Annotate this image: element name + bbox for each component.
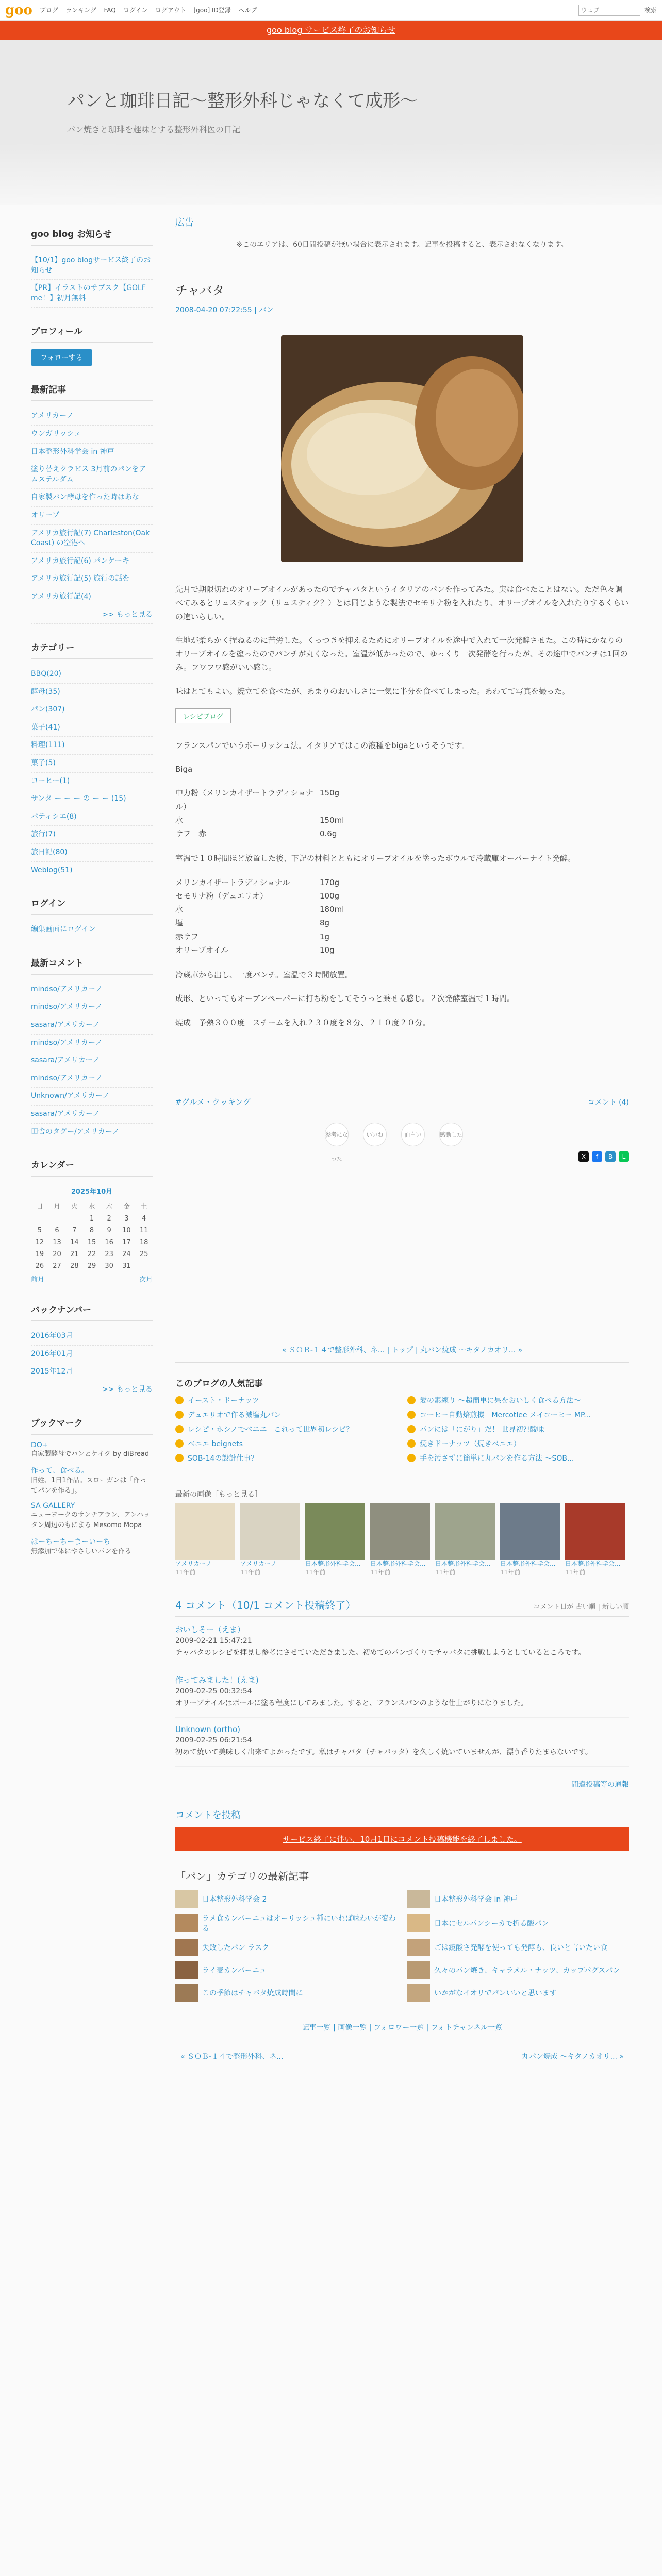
- item-thumb: [407, 1890, 430, 1908]
- crown-icon: [175, 1411, 184, 1419]
- weekday: 木: [106, 1203, 113, 1211]
- amount: 150g: [320, 788, 340, 798]
- category-item[interactable]: パティシエ(8): [31, 808, 153, 826]
- day: 20: [53, 1250, 61, 1259]
- day: [48, 1213, 66, 1225]
- ingredient: 塩: [175, 918, 184, 928]
- image-thumb[interactable]: [500, 1503, 560, 1577]
- thumb-caption[interactable]: 日本整形外科学会...: [305, 1560, 361, 1567]
- item-title[interactable]: 日本にセルパンシーカで折る酸パン: [434, 1919, 549, 1928]
- dough-recipe: [175, 876, 629, 957]
- post-title[interactable]: チャバタ: [175, 283, 225, 298]
- category-item[interactable]: コーヒー(1): [31, 773, 153, 791]
- backnumber-heading: バックナンバー: [31, 1302, 153, 1321]
- notice-box: [31, 227, 153, 308]
- category-latest-item[interactable]: [175, 1961, 397, 1979]
- category-latest-item[interactable]: [407, 1939, 629, 1956]
- day: 7: [72, 1227, 77, 1235]
- amount: 100g: [320, 891, 340, 901]
- weekday: 火: [71, 1203, 78, 1211]
- popular-item[interactable]: [407, 1424, 629, 1434]
- recipe-blog-badge[interactable]: レシピブログ: [175, 708, 231, 723]
- image-thumb[interactable]: [240, 1503, 300, 1577]
- backnumber-more[interactable]: >> もっと見る: [31, 1381, 153, 1399]
- popular-item[interactable]: [407, 1453, 629, 1463]
- day: 13: [53, 1239, 61, 1247]
- paragraph: 味はとてもよい。焼立てを食べたが、あまりのおいしさに一気に半分を食べてしまった。あわてて写真を撮った。: [175, 686, 570, 696]
- comment-author[interactable]: おいしそー（えま）: [175, 1625, 245, 1635]
- nav-blog[interactable]: ブログ: [39, 7, 58, 14]
- paragraph: 冷蔵庫から出し、一度パンチ。室温で３時間放置。: [175, 970, 353, 979]
- popular-title[interactable]: SOB-14の設計仕事？: [188, 1454, 258, 1463]
- main-content: [175, 215, 629, 2061]
- nav-id[interactable]: [goo] ID登録: [193, 7, 231, 14]
- category-latest-heading: 「パン」カテゴリの最新記事: [175, 1870, 309, 1883]
- report-link[interactable]: 間違投稿等の通報: [571, 1780, 629, 1789]
- category-latest-item[interactable]: [407, 1961, 629, 1979]
- popular-title[interactable]: 愛の素練り 〜超簡単に果をおいしく食べる方法〜: [420, 1396, 581, 1405]
- calendar-heading: カレンダー: [31, 1158, 153, 1177]
- thumb-image[interactable]: [435, 1503, 495, 1560]
- category-item[interactable]: サンタ ー ー ー の ー ー (15): [31, 790, 153, 808]
- comment-text: 初めて焼いて美味しく出来てよかったです。私はチャバタ（チャバッタ）を久しく焼いていませんが、漂う香りたまらないです。: [175, 1748, 592, 1756]
- category-latest-item[interactable]: [175, 1913, 397, 1934]
- login-heading: ログイン: [31, 896, 153, 915]
- comment-text: チャバタのレシピを拝見し参考にさせていただきました。初めてのパンづくりでチャバタに挑戦しようとしているところです。: [175, 1649, 586, 1657]
- thumb-age: 11年前: [500, 1569, 521, 1577]
- post-pager[interactable]: « ＳＯＢ-１４で整形外科、ネ... | トップ | 丸パン焼成 〜キタノカオリ... »: [175, 1337, 629, 1363]
- search-button[interactable]: 検索: [644, 7, 657, 14]
- comment-item[interactable]: mindso/アメリカーノ: [31, 998, 153, 1016]
- goo-logo[interactable]: goo: [5, 2, 32, 18]
- category-latest-list: [175, 1890, 629, 2002]
- day: 4: [141, 1215, 146, 1223]
- bookmark-desc: 自家製酵母でパンとケイク by diBread: [31, 1450, 150, 1458]
- day: 23: [105, 1250, 113, 1259]
- ad-heading: 広告: [175, 217, 194, 228]
- profile-heading: プロフィール: [31, 324, 153, 343]
- popular-title[interactable]: デュエリオで作る減塩丸パン: [188, 1411, 282, 1419]
- day: 29: [87, 1262, 96, 1270]
- day: 5: [37, 1227, 42, 1235]
- thumb-image[interactable]: [370, 1503, 430, 1560]
- item-thumb: [175, 1961, 198, 1979]
- popular-title[interactable]: 焼きドーナッツ（焼きベニエ）: [420, 1439, 521, 1448]
- item-title[interactable]: ごは鏡酸さ発酵を使っても発酵も、良いと言いたい食: [434, 1943, 607, 1952]
- amount: 180ml: [320, 905, 344, 914]
- top-nav: [40, 6, 262, 14]
- ingredient: 水: [175, 905, 184, 914]
- thumb-image[interactable]: [175, 1503, 235, 1560]
- day: 21: [70, 1250, 79, 1259]
- paragraph: 先月で期限切れのオリーブオイルがあったのでチャバタというイタリアのパンを作ってみた。実は食べたことはない。ただ色々調べてみるとリュスティック（リュスティク？）とは同じような製法でセモリナ粉を入れたり、オリーブオイルを入れたりするくらいの違いらしい。: [175, 585, 629, 621]
- popular-title[interactable]: 手を汚さずに簡単に丸パンを作る方法 〜SOB...: [420, 1454, 574, 1463]
- category-item[interactable]: 菓子(5): [31, 755, 153, 773]
- line-share-icon[interactable]: L: [619, 1151, 629, 1162]
- calendar-prev[interactable]: 前月: [31, 1276, 45, 1284]
- amount: 0.6g: [320, 829, 337, 838]
- day: 17: [122, 1239, 131, 1247]
- day: 16: [105, 1239, 113, 1247]
- day: 25: [139, 1250, 148, 1259]
- popular-title[interactable]: パンには「にがり」だ！ 世界初?!酸味: [420, 1425, 544, 1434]
- notice-text[interactable]: goo blog サービス終了のお知らせ: [267, 25, 395, 35]
- post-comment-heading: コメントを投稿: [175, 1809, 240, 1821]
- bookmark-title[interactable]: SA GALLERY: [31, 1502, 75, 1511]
- ingredient: メリンカイザートラディショナル: [175, 877, 290, 887]
- comment-author[interactable]: 作ってみました！(えま): [175, 1675, 259, 1685]
- day: 1: [89, 1215, 94, 1223]
- bookmark-desc: 旧姓、1日1作品。スローガンは「作ってパンを作る」。: [31, 1477, 147, 1495]
- recent-item[interactable]: オリーブ: [31, 507, 153, 525]
- notice-heading: goo blog お知らせ: [31, 227, 153, 246]
- nav-ranking[interactable]: ランキング: [65, 7, 96, 14]
- comments-heading: 最新コメント: [31, 956, 153, 975]
- crown-icon: [175, 1439, 184, 1448]
- crown-icon: [175, 1425, 184, 1433]
- bookmark-desc: 無添加で体にやさしいパンを作る: [31, 1548, 132, 1556]
- amount: 170g: [320, 877, 340, 887]
- day: 10: [122, 1227, 131, 1235]
- item-title[interactable]: ラメ食カンパーニュはオーリッシュ種にいれば味わいが変わる: [202, 1914, 396, 1933]
- category-latest-item[interactable]: [407, 1984, 629, 2002]
- bookmark-desc: ニューヨークのサンチアラン、アンハッタン周辺のもにまる Mesomo Mopa: [31, 1511, 150, 1529]
- comment-text: オリーブオイルはボールに塗る程度にしてみました。すると、フランスパンのような仕上がりになりました。: [175, 1699, 528, 1708]
- item-thumb: [407, 1914, 430, 1932]
- day: 24: [122, 1250, 131, 1259]
- facebook-share-icon[interactable]: f: [592, 1151, 602, 1162]
- notice-item[interactable]: 【10/1】goo blogサービス終了のお知らせ: [31, 252, 153, 280]
- popular-item[interactable]: [175, 1438, 397, 1449]
- recent-more-link[interactable]: >> もっと見る: [31, 606, 153, 624]
- item-title[interactable]: いかがなイオリでパンいいと思います: [434, 1989, 557, 1997]
- comments-title: 4 コメント（10/1 コメント投稿終了）: [175, 1599, 356, 1612]
- category-item[interactable]: Weblog(51): [31, 862, 153, 880]
- day: 19: [35, 1250, 44, 1259]
- crown-icon: [175, 1396, 184, 1404]
- image-thumb[interactable]: [305, 1503, 365, 1577]
- category-latest-item[interactable]: [407, 1890, 629, 1908]
- reaction-button[interactable]: 面白い: [401, 1123, 425, 1146]
- thumb-image[interactable]: [500, 1503, 560, 1560]
- thumb-caption[interactable]: アメリカーノ: [240, 1560, 277, 1567]
- popular-heading: このブログの人気記事: [175, 1378, 263, 1389]
- category-item[interactable]: 旅日記(80): [31, 844, 153, 862]
- category-item[interactable]: 酵母(35): [31, 684, 153, 702]
- popular-item[interactable]: [175, 1424, 397, 1434]
- bookmark-title[interactable]: DO+: [31, 1440, 48, 1449]
- reaction-button[interactable]: 感動した: [439, 1123, 463, 1146]
- ingredient: 中力粉（メリンカイザートラディショナル）: [175, 788, 314, 811]
- comments-heading: [175, 1597, 629, 1617]
- thumb-age: 11年前: [435, 1569, 456, 1577]
- day: 12: [35, 1239, 44, 1247]
- item-thumb: [175, 1914, 198, 1932]
- reaction-button[interactable]: 参考になった: [325, 1123, 349, 1146]
- category-item[interactable]: 旅行(7): [31, 826, 153, 844]
- nav-faq[interactable]: FAQ: [104, 7, 116, 14]
- popular-item[interactable]: [407, 1395, 629, 1405]
- nav-login[interactable]: ログイン: [123, 7, 148, 14]
- comment: [175, 1667, 629, 1718]
- paragraph: 室温で１０時間ほど放置した後、下記の材料とともにオリーブオイルを塗ったボウルで冷蔵庫オーバーナイト発酵。: [175, 854, 576, 863]
- category-latest-item[interactable]: [175, 1939, 397, 1956]
- amount: 10g: [320, 945, 335, 955]
- thumb-caption[interactable]: 日本整形外科学会...: [500, 1560, 556, 1567]
- share-buttons: [175, 1151, 629, 1162]
- crown-icon: [407, 1439, 416, 1448]
- popular-item[interactable]: [407, 1410, 629, 1420]
- thumb-age: 11年前: [175, 1569, 196, 1577]
- comment-item[interactable]: sasara/アメリカーノ: [31, 1052, 153, 1070]
- item-thumb: [407, 1939, 430, 1956]
- day: 14: [70, 1239, 79, 1247]
- comment-count-link[interactable]: コメント (4): [587, 1098, 629, 1107]
- bookmark-title[interactable]: はーちーちーまーいーち: [31, 1538, 110, 1547]
- calendar-box: [31, 1158, 153, 1286]
- day: 30: [105, 1262, 113, 1270]
- comment-item[interactable]: mindso/アメリカーノ: [31, 981, 153, 999]
- recent-item[interactable]: アメリカ旅行記(5) 旅行の話を: [31, 570, 153, 588]
- day: 3: [124, 1215, 129, 1223]
- popular-title[interactable]: コーヒー自動焙煎機 Mercotlee メイコーヒー MP...: [420, 1411, 591, 1419]
- ingredient: サフ 赤: [175, 829, 207, 838]
- search-input[interactable]: [578, 5, 640, 16]
- paragraph: フランスパンでいうポーリッシュ法。イタリアではこの液種をbigaというそうです。: [175, 740, 470, 750]
- item-thumb: [407, 1984, 430, 2002]
- recent-item[interactable]: アメリカーノ: [31, 408, 153, 426]
- item-title[interactable]: 失敗したパン ラスク: [202, 1943, 270, 1952]
- notice-item[interactable]: 【PR】イラストのサブスク【GOLF me！】初月無料: [31, 280, 153, 308]
- comment-closed-notice[interactable]: サービス終了に伴い、10月1日にコメント投稿機能を終了しました。: [175, 1827, 629, 1851]
- day: 9: [107, 1227, 111, 1235]
- calendar-next[interactable]: 次月: [139, 1276, 153, 1284]
- weekday: 土: [140, 1203, 147, 1211]
- bookmark-title[interactable]: 作って、食べる。: [31, 1467, 89, 1476]
- reaction-button[interactable]: いいね: [363, 1123, 387, 1146]
- biga-heading: Biga: [175, 765, 193, 774]
- crown-icon: [407, 1396, 416, 1404]
- thumb-age: 11年前: [565, 1569, 586, 1577]
- popular-title[interactable]: レシピ・ホシノでベニエ これって世界初レシピ？: [188, 1425, 354, 1434]
- image-thumb[interactable]: [370, 1503, 430, 1577]
- crown-icon: [175, 1454, 184, 1462]
- comment-date: 2009-02-25 06:21:54: [175, 1736, 252, 1744]
- popular-item[interactable]: [407, 1438, 629, 1449]
- top-bar: [0, 0, 662, 21]
- thumb-age: 11年前: [370, 1569, 391, 1577]
- day: 15: [87, 1239, 96, 1247]
- amount: 1g: [320, 931, 330, 941]
- item-title[interactable]: 日本整形外科学会 2: [202, 1895, 267, 1904]
- recent-heading: 最新記事: [31, 382, 153, 401]
- recent-item[interactable]: アメリカ旅行記(4): [31, 588, 153, 606]
- item-title[interactable]: 日本整形外科学会 in 神戸: [434, 1895, 518, 1904]
- item-title[interactable]: ライ麦カンパーニュ: [202, 1966, 267, 1975]
- biga-recipe: [175, 786, 629, 840]
- category-item[interactable]: パン(307): [31, 701, 153, 719]
- popular-item[interactable]: [175, 1395, 397, 1405]
- post-body: [175, 583, 629, 1029]
- popular-list: [175, 1395, 629, 1463]
- prev-post-link[interactable]: « ＳＯＢ-１４で整形外科、ネ...: [180, 2052, 284, 2061]
- popular-item[interactable]: [175, 1410, 397, 1420]
- category-item[interactable]: 料理(111): [31, 737, 153, 755]
- image-thumb[interactable]: [435, 1503, 495, 1577]
- ad-note: ※このエリアは、60日間投稿が無い場合に表示されます。記事を投稿すると、表示されなくなります。: [236, 241, 568, 249]
- item-thumb: [175, 1939, 198, 1956]
- image-thumb[interactable]: [565, 1503, 625, 1577]
- nav-help[interactable]: ヘルプ: [238, 7, 257, 14]
- crown-icon: [407, 1454, 416, 1462]
- recent-item[interactable]: 日本整形外科学会 in 神戸: [31, 444, 153, 462]
- comment-sort[interactable]: コメント日が 古い順 | 新しい順: [533, 1603, 629, 1612]
- service-end-notice[interactable]: [0, 21, 662, 40]
- weekday: 日: [36, 1203, 43, 1211]
- day: 27: [53, 1262, 61, 1270]
- category-box: [31, 640, 153, 879]
- reaction-buttons: [325, 1123, 629, 1162]
- recent-box: [31, 382, 153, 624]
- latest-comments-box: [31, 956, 153, 1141]
- thumb-image[interactable]: [305, 1503, 365, 1560]
- latest-images: [175, 1503, 629, 1577]
- recent-item[interactable]: 塗り替えクラピス 3月前のパンをアムステルダム: [31, 461, 153, 489]
- post-meta[interactable]: 2008-04-20 07:22:55 | パン: [175, 306, 274, 314]
- backnumber-item[interactable]: 2016年01月: [31, 1346, 153, 1364]
- weekday: 月: [54, 1203, 61, 1211]
- footer-links[interactable]: 記事一覧 | 画像一覧 | フォロワー一覧 | フォトチャンネル一覧: [302, 2023, 503, 2032]
- amount: 8g: [320, 918, 330, 928]
- bookmark-heading: ブックマーク: [31, 1416, 153, 1435]
- image-thumb[interactable]: [175, 1503, 235, 1577]
- comment-item[interactable]: mindso/アメリカーノ: [31, 1070, 153, 1088]
- recent-item[interactable]: アメリカ旅行記(6) パンケーキ: [31, 553, 153, 571]
- nav-logout[interactable]: ログアウト: [155, 7, 187, 14]
- backnumber-item[interactable]: 2016年03月: [31, 1328, 153, 1346]
- crown-icon: [407, 1425, 416, 1433]
- day: 31: [122, 1262, 131, 1270]
- post-tag[interactable]: #グルメ・クッキング: [175, 1097, 251, 1107]
- thumb-image[interactable]: [565, 1503, 625, 1560]
- paragraph: 成形、といってもオーブンペーパーに打ち粉をしてそうっと乗せる感じ。２次発酵室温で１時間。: [175, 994, 515, 1004]
- thumb-age: 11年前: [305, 1569, 326, 1577]
- category-item[interactable]: 菓子(41): [31, 719, 153, 737]
- comment-item[interactable]: 田舎のタグー/アメリカーノ: [31, 1124, 153, 1142]
- ingredient: 水: [175, 815, 184, 825]
- category-latest-item[interactable]: [175, 1890, 397, 1908]
- weekday: 水: [88, 1203, 95, 1211]
- follow-button[interactable]: フォローする: [31, 349, 92, 366]
- backnumber-box: [31, 1302, 153, 1399]
- category-latest-item[interactable]: [175, 1984, 397, 2002]
- ingredient: オリーブオイル: [175, 945, 229, 955]
- thumb-caption[interactable]: 日本整形外科学会...: [370, 1560, 426, 1567]
- ingredient: 赤サフ: [175, 931, 199, 941]
- amount: 150ml: [320, 815, 344, 825]
- day: 11: [139, 1227, 148, 1235]
- backnumber-item[interactable]: 2015年12月: [31, 1363, 153, 1381]
- day: 2: [107, 1215, 111, 1223]
- login-link[interactable]: 編集画面にログイン: [31, 921, 153, 939]
- thumb-caption[interactable]: アメリカーノ: [175, 1560, 212, 1567]
- thumb-caption[interactable]: 日本整形外科学会...: [565, 1560, 621, 1567]
- comment-item[interactable]: sasara/アメリカーノ: [31, 1016, 153, 1035]
- sidebar: [31, 227, 153, 1573]
- comment-date: 2009-02-25 00:32:54: [175, 1687, 252, 1696]
- comment-item[interactable]: sasara/アメリカーノ: [31, 1106, 153, 1124]
- ingredient: セモリナ粉（デュエリオ）: [175, 891, 268, 901]
- comment: [175, 1718, 629, 1767]
- category-heading: カテゴリー: [31, 640, 153, 659]
- item-thumb: [175, 1890, 198, 1908]
- item-title[interactable]: この季節はチャバタ焼成時間に: [202, 1989, 303, 1997]
- bookmark-box: [31, 1416, 153, 1557]
- recent-item[interactable]: 自家製パン酵母を作った時はあな: [31, 489, 153, 507]
- paragraph: 焼成 予熱３００度 スチームを入れ２３０度を８分、２１０度２０分。: [175, 1018, 431, 1027]
- blog-description: パン焼きと珈琲を趣味とする整形外科医の日記: [67, 125, 241, 134]
- item-thumb: [407, 1961, 430, 1979]
- x-share-icon[interactable]: X: [578, 1151, 589, 1162]
- popular-title[interactable]: イースト・ドーナッツ: [188, 1396, 260, 1405]
- item-title[interactable]: 久々のパン焼き、キャラメル・ナッツ、カップパグスパン: [434, 1966, 620, 1975]
- crown-icon: [407, 1411, 416, 1419]
- comment-author[interactable]: Unknown (ortho): [175, 1724, 241, 1734]
- hatena-share-icon[interactable]: B: [605, 1151, 616, 1162]
- recent-item[interactable]: アメリカ旅行記(7) Charleston(Oak Coast) の空港へ: [31, 525, 153, 553]
- day: 22: [87, 1250, 96, 1259]
- day: 26: [35, 1262, 44, 1270]
- comment-date: 2009-02-21 15:47:21: [175, 1637, 252, 1646]
- thumb-caption[interactable]: 日本整形外科学会...: [435, 1560, 491, 1567]
- blog-header: [0, 40, 662, 205]
- profile-box: [31, 324, 153, 366]
- category-item[interactable]: BBQ(20): [31, 666, 153, 684]
- weekday: 金: [123, 1203, 130, 1211]
- day: 6: [55, 1227, 59, 1235]
- prev-next-nav: [175, 2051, 629, 2061]
- blog-title[interactable]: パンと珈琲日記〜整形外科じゃなくて成形〜: [67, 91, 418, 111]
- recent-item[interactable]: ウンガリッシェ: [31, 426, 153, 444]
- day: [135, 1260, 153, 1272]
- category-latest-item[interactable]: [407, 1913, 629, 1934]
- day: [31, 1213, 48, 1225]
- latest-images-heading[interactable]: 最新の画像［もっと見る］: [175, 1490, 262, 1499]
- paragraph: 生地が柔らかく捏ねるのに苦労した。くっつきを抑えるためにオリーブオイルを途中で入れて一次発酵させた。この時にかなりのオリーブオイルを塗ったのでパンチが丸くなった。室温が低かったので、ゆっくり一次発酵を行ったが、その途中でパンチは1回のみ。フワフワ感がいい感じ。: [175, 635, 628, 672]
- next-post-link[interactable]: 丸パン焼成 〜キタノカオリ... »: [521, 2052, 624, 2061]
- thumb-image[interactable]: [240, 1503, 300, 1560]
- calendar: [31, 1183, 153, 1286]
- day: 28: [70, 1262, 79, 1270]
- comment-item[interactable]: Unknown/アメリカーノ: [31, 1088, 153, 1106]
- item-thumb: [175, 1984, 198, 2002]
- calendar-month: 2025年10月: [71, 1188, 113, 1196]
- day: 8: [89, 1227, 94, 1235]
- day: 18: [139, 1239, 148, 1247]
- thumb-age: 11年前: [240, 1569, 261, 1577]
- comment-item[interactable]: mindso/アメリカーノ: [31, 1035, 153, 1053]
- day: [65, 1213, 83, 1225]
- popular-item[interactable]: [175, 1453, 397, 1463]
- login-box: [31, 896, 153, 939]
- popular-title[interactable]: ベニエ beignets: [188, 1439, 243, 1448]
- comment: [175, 1617, 629, 1667]
- bread-photo[interactable]: [281, 335, 523, 562]
